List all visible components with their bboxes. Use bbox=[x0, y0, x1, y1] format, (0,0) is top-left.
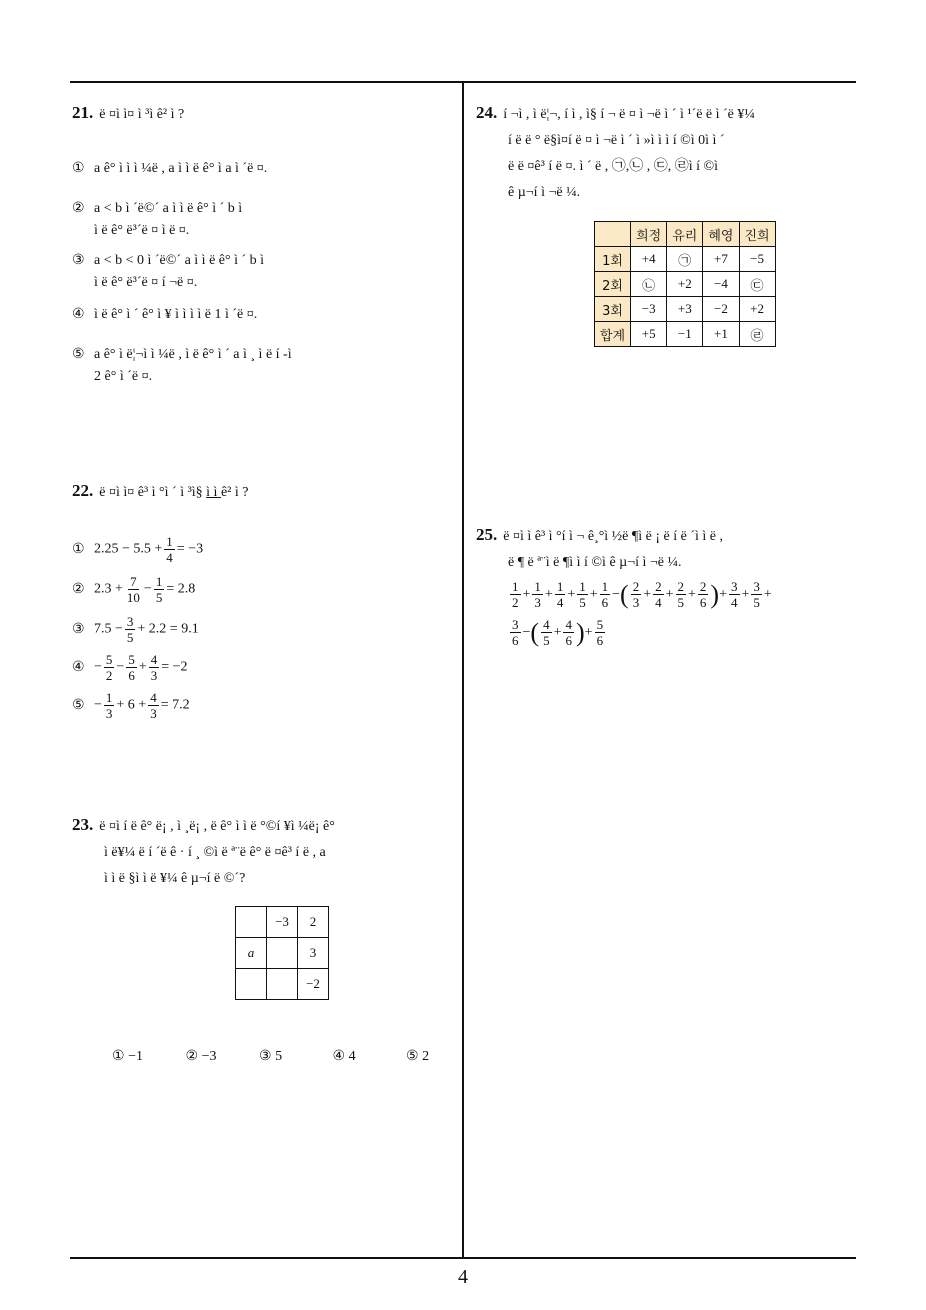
fraction: $\frac{3}{5}$ bbox=[126, 614, 134, 645]
page-number: 4 bbox=[458, 1266, 468, 1288]
fraction: $\frac{4}{3}$ bbox=[150, 690, 157, 721]
fraction: $\frac{7}{10}$ bbox=[126, 574, 140, 605]
question-22: 22. ë ¤ì ì¤ ê³ ì °ì ´ ì ³ì§ ì ì ê² ì ? ① 2.25 − 5.5 + $\frac{1}{4}$ = −3 ② 2.3 + $\frac{7}{10}$ − $\frac{1}{5}$ = 2.8 ③ 7.5 − $\frac{3}{5}$ + 2.2 = 9.1 ④ − $\frac{5}{2}$ − $\frac{5}{6}$ + $\frac{4}{3}$ = −2 ⑤ − $\frac{1}{3}$ + 6 + $\frac{4}{3}$ = 7.2 bbox=[72, 481, 249, 721]
fraction: $\frac{1}{4}$ bbox=[166, 534, 173, 565]
option-1[interactable]: ① a ê° ì ì ì ¼ë , a ì ì ë ê° ì a ì ´ë ¤. bbox=[72, 161, 268, 176]
question-number: 25. bbox=[476, 525, 498, 544]
choice-1[interactable]: ① −1 bbox=[112, 1049, 143, 1064]
choice-2[interactable]: ② −3 bbox=[185, 1049, 217, 1064]
option-4[interactable]: ④ − $\frac{5}{2}$ − $\frac{5}{6}$ + $\frac{4}{3}$ = −2 bbox=[72, 652, 188, 683]
fraction: $\frac{1}{3}$ bbox=[105, 690, 113, 721]
answer-choices bbox=[112, 1048, 446, 1065]
bottom-rule bbox=[70, 1257, 856, 1259]
expression-continued: $\frac{3}{6}$ −( $\frac{4}{5}$ + $\frac{4}{6}$ )+ $\frac{5}{6}$ bbox=[512, 617, 604, 649]
question-stem: ë ¤ì ì¤ ì ³ì ê² ì ? bbox=[99, 107, 185, 122]
option-3[interactable]: ③ 7.5 − $\frac{3}{5}$ + 2.2 = 9.1 bbox=[72, 614, 199, 645]
question-number: 21. bbox=[72, 103, 94, 122]
table-row: 2회 ㉡ +2 −4 ㉢ bbox=[595, 272, 776, 297]
underlined-word: ì ì bbox=[206, 485, 221, 500]
option-5[interactable]: ⑤ − $\frac{1}{3}$ + 6 + $\frac{4}{3}$ = 7.2 bbox=[72, 690, 190, 721]
option-5[interactable]: ⑤ a ê° ì ë¦¬ì ì ¼ë , ì ë ê° ì ´ a ì ¸ ì ë í -ì 2 ê° ì ´ë ¤. bbox=[72, 347, 292, 384]
fraction: $\frac{1}{5}$ bbox=[155, 574, 163, 605]
score-table-header: 희정 유리 혜영 진희 bbox=[595, 222, 776, 247]
option-1[interactable]: ① 2.25 − 5.5 + $\frac{1}{4}$ = −3 bbox=[72, 534, 204, 565]
question-23: 23. ë ¤ì í ë ê° ë¡ , ì ¸ë¡ , ë ê° ì ì ë °©í ¥ì ¼ë¡ ê° ì ë¥¼ ë í ´ë ê · í ¸ ©ì ë ª¨ë ê° ë ¤ê³ í ë , a ì ì ë §ì ì ë ¥¼ ê µ¬í ë ©´? −3 2 a 3 −2 ① −1 ② −3 ③ 5 ④ 4 ⑤ 2 bbox=[72, 812, 456, 892]
option-2[interactable]: ② 2.3 + $\frac{7}{10}$ − $\frac{1}{5}$ = 2.8 bbox=[72, 574, 196, 605]
table-row: 합계 +5 −1 +1 ㉣ bbox=[595, 322, 776, 347]
option-2[interactable]: ② a < b ì ´ë©´ a ì ì ë ê° ì ´ b ì ì ë ê° ë³´ë ¤ ì ë ¤. bbox=[72, 201, 243, 238]
question-number: 22. bbox=[72, 481, 94, 500]
question-25: 25. ë ¤ì ì ê³ ì °í ì ¬ ê¸°ì ½ë ¶ì ë ¡ ë í ë ´ì ì ë , ë ¶ ë ª¨ì ë ¶ì ì í ©ì ê µ¬í ì ¬ë ¼. $\frac{1}{2}$ + $\frac{1}{3}$ + $\frac{1}{4}$ + $\frac{1}{5}$ + $\frac{1}{6}$ −( $\frac{2}{3}$ + $\frac{2}{4}$ + $\frac{2}{5}$ + $\frac{2}{6}$ )+ $\frac{3}{4}$ + $\frac{3}{5}$ + $\frac{3}{6}$ −( $\frac{4}{5}$ + $\frac{4}{6}$ )+ $\frac{5}{6}$ bbox=[476, 522, 860, 652]
expression: $\frac{1}{2}$ + $\frac{1}{3}$ + $\frac{1}{4}$ + $\frac{1}{5}$ + $\frac{1}{6}$ −( $\frac{2}{3}$ + $\frac{2}{4}$ + $\frac{2}{5}$ + $\frac{2}{6}$ )+ $\frac{3}{4}$ + $\frac{3}{5}$ + bbox=[512, 579, 772, 611]
fraction: $\frac{5}{6}$ bbox=[128, 652, 135, 683]
choice-4[interactable]: ④ 4 bbox=[332, 1049, 356, 1064]
option-4[interactable]: ④ ì ë ê° ì ´ ê° ì ¥ ì ì ì ì ë 1 ì ´ë ¤. bbox=[72, 307, 258, 322]
table-row: 1회 +4 ㉠ +7 −5 bbox=[595, 247, 776, 272]
fraction: $\frac{4}{3}$ bbox=[150, 652, 158, 683]
score-table bbox=[594, 221, 776, 347]
choice-3[interactable]: ③ 5 bbox=[259, 1049, 283, 1064]
column-divider bbox=[462, 82, 464, 1258]
table-row: 3회 −3 +3 −2 +2 bbox=[595, 297, 776, 322]
number-grid: −3 2 a 3 −2 bbox=[235, 906, 329, 1000]
question-21 bbox=[72, 100, 452, 384]
question-number: 24. bbox=[476, 103, 498, 122]
option-3[interactable]: ③ a < b < 0 ì ´ë©´ a ì ì ë ê° ì ´ b ì ì ë ê° ë³´ë ¤ í ¬ë ¤. bbox=[72, 253, 265, 290]
choice-5[interactable]: ⑤ 2 bbox=[406, 1049, 430, 1064]
question-24: 24. í ¬ì , ì ë¦¬, í ì , ì§ í ¬ ë ¤ ì ¬ë ì ´ ì ¹´ë ë ì ´ë ¥¼ í ë ë ° ë§ì¤í ë ¤ ì ¬ë ì ´ ì »ì ì ì í ©ì 0ì ì ´ ë ë ¤ê³ í ë ¤. ì ´ ë , ㉠,㉡ , ㉢, ㉣ì í ©ì ê µ¬í ì ¬ë ¼. 희정 유리 혜영 진희 1회 +4 ㉠ +7 −5 2회 ㉡ +2 −4 ㉢ 3회 −3 +3 −2 +2 합계 +5 −1 +1 ㉣ bbox=[476, 100, 860, 206]
question-number: 23. bbox=[72, 815, 94, 834]
fraction: $\frac{5}{2}$ bbox=[105, 652, 113, 683]
